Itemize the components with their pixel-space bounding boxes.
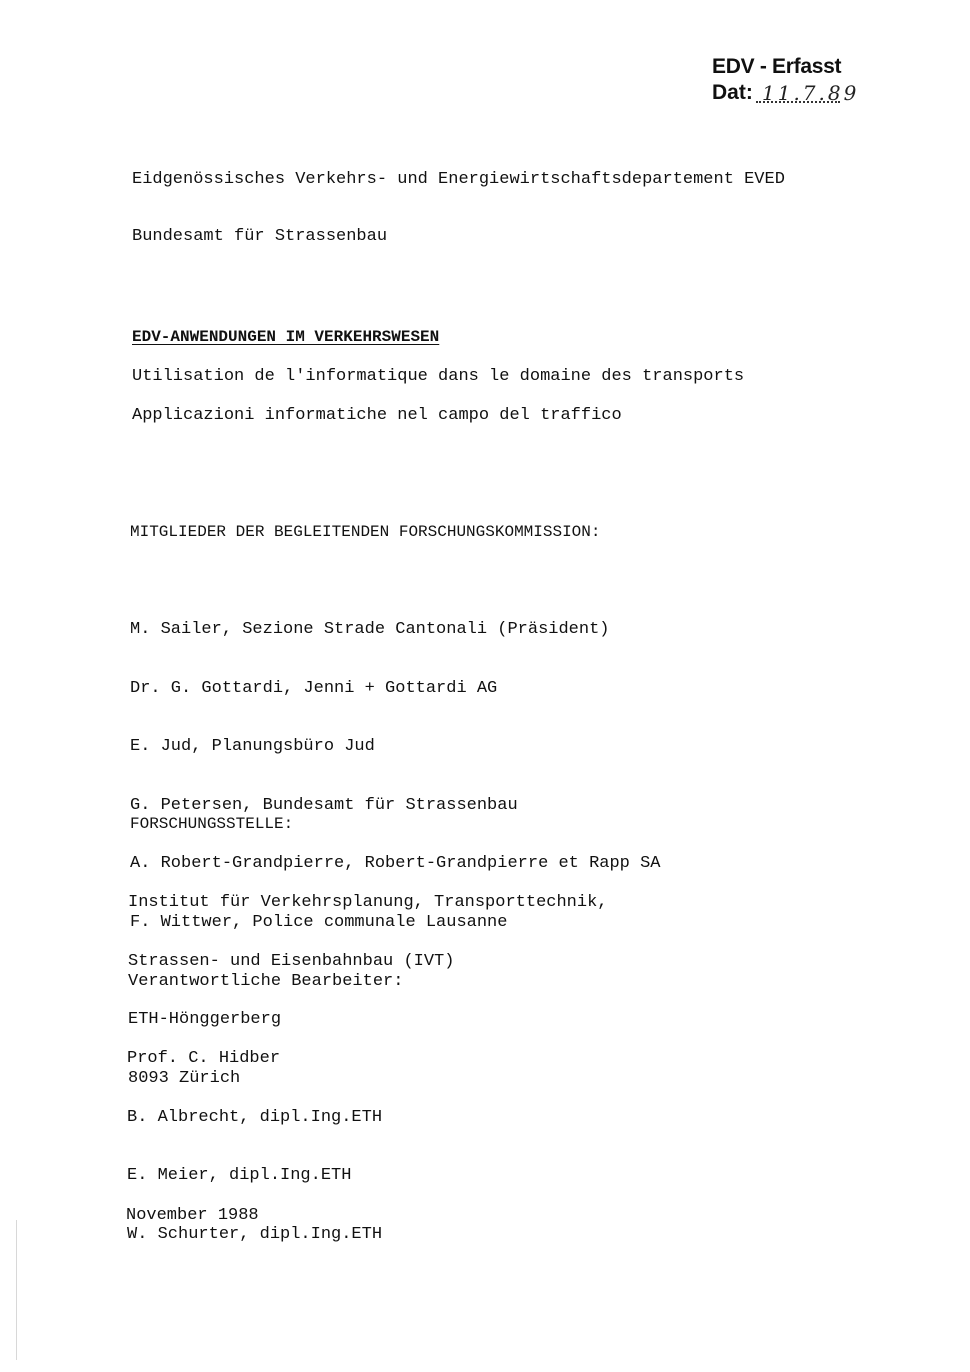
address-line: ETH-Hönggerberg (128, 1010, 282, 1029)
list-item: A. Robert-Grandpierre, Robert-Grandpierre et Rapp SA (130, 854, 661, 873)
responsible-people-list (127, 1010, 382, 1283)
list-item: E. Meier, dipl.Ing.ETH (127, 1166, 352, 1185)
list-item: G. Petersen, Bundesamt für Strassenbau (130, 795, 518, 815)
publication-date: November 1988 (126, 1206, 259, 1225)
title-german: EDV-ANWENDUNGEN IM VERKEHRSWESEN (132, 328, 440, 346)
research-heading: FORSCHUNGSSTELLE: (130, 815, 294, 833)
office-line: Bundesamt für Strassenbau (132, 227, 388, 246)
stamp-date-row (712, 80, 902, 108)
scan-edge-line (16, 1220, 17, 1360)
stamp-date-label: Dat: (712, 81, 753, 104)
list-item: M. Sailer, Sezione Strade Cantonali (Präsident) (130, 620, 610, 639)
list-item: W. Schurter, dipl.Ing.ETH (127, 1224, 383, 1244)
responsible-heading: Verantwortliche Bearbeiter: (128, 972, 404, 991)
list-item: B. Albrecht, dipl.Ing.ETH (127, 1107, 383, 1127)
address-line: Institut für Verkehrsplanung, Transporttechnik, (128, 893, 608, 912)
commission-heading: MITGLIEDER DER BEGLEITENDEN FORSCHUNGSKOMMISSION: (130, 523, 601, 541)
stamp-title: EDV - Erfasst (712, 55, 842, 78)
address-line: 8093 Zürich (128, 1068, 241, 1088)
list-item: E. Jud, Planungsbüro Jud (130, 737, 375, 756)
list-item: Dr. G. Gottardi, Jenni + Gottardi AG (130, 678, 498, 698)
department-line: Eidgenössisches Verkehrs- und Energiewirtschaftsdepartement EVED (132, 170, 785, 189)
department-header (132, 132, 785, 284)
title-french: Utilisation de l'informatique dans le domaine des transports (132, 367, 745, 386)
stamp-handwritten-date: 11.7.89 (762, 81, 860, 105)
edv-stamp (712, 54, 902, 108)
title-italian: Applicazioni informatiche nel campo del traffico (132, 406, 622, 425)
list-item: F. Wittwer, Police communale Lausanne (130, 912, 508, 932)
list-item: Prof. C. Hidber (127, 1049, 281, 1068)
address-line: Strassen- und Eisenbahnbau (IVT) (128, 951, 455, 971)
